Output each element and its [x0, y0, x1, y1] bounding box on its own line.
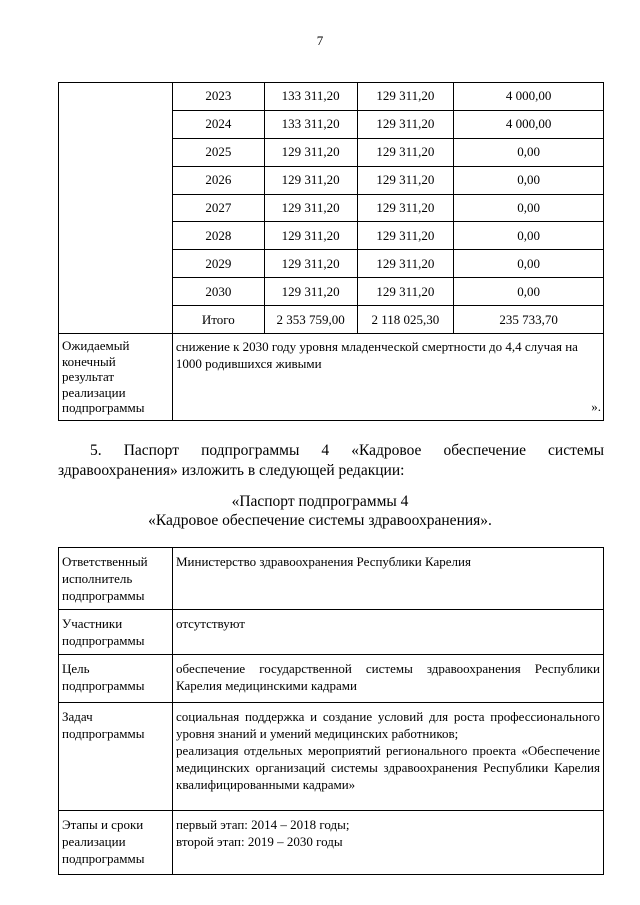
funding-cell-col3: 0,00	[454, 278, 604, 306]
funding-table	[58, 82, 604, 421]
passport-row	[59, 703, 604, 811]
passport-row-value	[173, 655, 604, 703]
funding-cell-col3: 0,00	[454, 250, 604, 278]
funding-cell-year: 2024	[172, 110, 264, 138]
funding-cell-col2: 129 311,20	[357, 250, 454, 278]
funding-cell-total: 133 311,20	[264, 110, 357, 138]
funding-cell-col2: 129 311,20	[357, 278, 454, 306]
passport-value-line: второй этап: 2019 – 2030 годы	[176, 834, 343, 849]
passport-row-label: Ответственный исполнитель подпрограммы	[59, 548, 173, 610]
funding-cell-total: 129 311,20	[264, 250, 357, 278]
funding-cell-col3: 0,00	[454, 222, 604, 250]
passport-row-label: Задач подпрограммы	[59, 703, 173, 811]
funding-cell-total: 129 311,20	[264, 278, 357, 306]
funding-cell-col3: 0,00	[454, 138, 604, 166]
funding-cell-col3: 4 000,00	[454, 83, 604, 111]
funding-cell-col3: 0,00	[454, 166, 604, 194]
funding-cell-year: 2026	[172, 166, 264, 194]
funding-cell-col2: 2 118 025,30	[357, 306, 454, 334]
funding-cell-col2: 129 311,20	[357, 83, 454, 111]
funding-cell-label: Итого	[172, 306, 264, 334]
funding-row	[59, 83, 604, 111]
passport-row-label: Участники подпрограммы	[59, 610, 173, 655]
passport-title-line1: «Паспорт подпрограммы 4	[231, 493, 409, 510]
passport-value-line: социальная поддержка и создание условий для роста профессионального уровня знаний и умений медицинских работников;	[176, 709, 600, 741]
funding-cell-total: 133 311,20	[264, 83, 357, 111]
result-value-cell	[172, 334, 603, 421]
passport-value-line: первый этап: 2014 – 2018 годы;	[176, 817, 350, 832]
passport-row	[59, 548, 604, 610]
passport-row	[59, 655, 604, 703]
funding-cell-col2: 129 311,20	[357, 194, 454, 222]
passport-row-label: Этапы и сроки реализации подпрограммы	[59, 811, 173, 875]
passport-row-value	[173, 548, 604, 610]
funding-cell-year: 2030	[172, 278, 264, 306]
funding-cell-col2: 129 311,20	[357, 110, 454, 138]
result-text: снижение к 2030 году уровня младенческой смертности до 4,4 случая на 1000 родившихся живыми	[175, 339, 578, 372]
result-row	[59, 334, 604, 421]
funding-cell-col3: 4 000,00	[454, 110, 604, 138]
funding-cell-year: 2023	[172, 83, 264, 111]
passport-title-line2: «Кадровое обеспечение системы здравоохранения».	[148, 512, 492, 529]
passport-value-text: отсутствуют	[176, 616, 245, 631]
funding-cell-total: 129 311,20	[264, 138, 357, 166]
funding-cell-year: 2029	[172, 250, 264, 278]
paragraph-number: 5.	[90, 442, 102, 459]
funding-cell-col2: 129 311,20	[357, 166, 454, 194]
closing-quote: ».	[591, 398, 601, 414]
passport-row	[59, 811, 604, 875]
funding-cell-year: 2025	[172, 138, 264, 166]
passport-row-value	[173, 811, 604, 875]
passport-table	[58, 547, 604, 875]
result-label: Ожидаемый конечный результат реализации подпрограммы	[59, 334, 173, 421]
funding-cell-col3: 0,00	[454, 194, 604, 222]
paragraph-text: Паспорт подпрограммы 4 «Кадровое обеспечение системы здравоохранения» изложить в следующей редакции:	[58, 442, 604, 479]
funding-cell-col2: 129 311,20	[357, 138, 454, 166]
passport-value-line: реализация отдельных мероприятий регионального проекта «Обеспечение медицинских организаций системы здравоохранения Республики Карелия квалифицированными кадрами»	[176, 743, 600, 792]
passport-value-text: обеспечение государственной системы здравоохранения Республики Карелия медицинскими кадрами	[176, 661, 600, 693]
funding-cell-total: 129 311,20	[264, 194, 357, 222]
funding-cell-col2: 129 311,20	[357, 222, 454, 250]
amendment-paragraph	[58, 441, 604, 481]
funding-cell-col3: 235 733,70	[454, 306, 604, 334]
funding-cell-year: 2027	[172, 194, 264, 222]
passport-row-value	[173, 703, 604, 811]
passport-row	[59, 610, 604, 655]
funding-cell-total: 2 353 759,00	[264, 306, 357, 334]
funding-label-cell	[59, 83, 173, 334]
passport-row-label: Цель подпрограммы	[59, 655, 173, 703]
passport-value-text: Министерство здравоохранения Республики Карелия	[176, 554, 471, 569]
funding-cell-total: 129 311,20	[264, 166, 357, 194]
funding-cell-total: 129 311,20	[264, 222, 357, 250]
passport-row-value	[173, 610, 604, 655]
funding-cell-year: 2028	[172, 222, 264, 250]
page-number: 7	[316, 33, 324, 48]
